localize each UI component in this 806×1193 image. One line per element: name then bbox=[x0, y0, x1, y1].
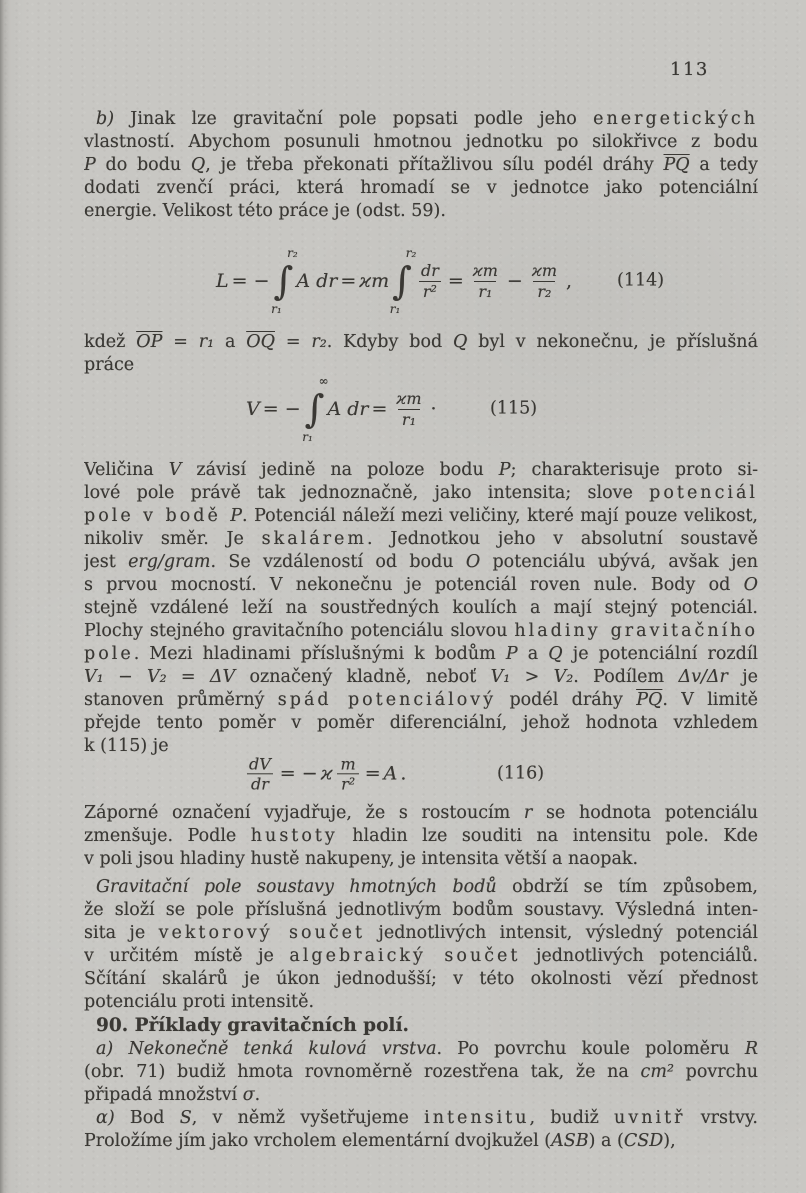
text-segment: stejně vzdálené leží na soustředných koulích a mají stejný potenciál. bbox=[84, 598, 758, 618]
text-segment: . Kdyby bod bbox=[326, 332, 454, 352]
fraction bbox=[337, 754, 360, 793]
text-segment: Proložíme jím jako vrcholem elementární dvojkužel ( bbox=[84, 1131, 552, 1151]
text-segment: . Potenciál náleží mezi veličiny, které mají pouze velikost, bbox=[242, 506, 758, 526]
integral-upper-limit: ∞ bbox=[318, 374, 329, 388]
text-segment: ; charakterisuje proto si- bbox=[510, 460, 758, 480]
text-line bbox=[84, 899, 758, 922]
text-segment: hladiny gravitačního bbox=[514, 621, 758, 641]
text-segment: v poli jsou hladiny hustě nakupeny, je intensita větší a naopak. bbox=[84, 849, 639, 869]
text-segment: Gravitační pole soustavy hmotných bodů bbox=[96, 877, 497, 897]
text-segment: Q bbox=[453, 332, 468, 352]
text-line bbox=[84, 482, 758, 505]
text-segment: hladin lze souditi na intensitu pole. Kde bbox=[337, 826, 758, 846]
display-equation bbox=[84, 237, 758, 325]
text-line bbox=[84, 922, 758, 945]
text-segment: k (115) je bbox=[84, 736, 169, 756]
text-segment: algebraický součet bbox=[289, 946, 521, 966]
text-segment: sita je bbox=[84, 923, 159, 943]
text-segment: práce bbox=[84, 355, 135, 375]
text-segment: P bbox=[505, 644, 518, 664]
text-segment: Q bbox=[548, 644, 563, 664]
text-segment: stanoven průměrný bbox=[84, 690, 278, 710]
text-segment: podél dráhy bbox=[496, 690, 637, 710]
text-segment: do bodu bbox=[95, 155, 191, 175]
text-segment: pole v bodě bbox=[84, 506, 231, 526]
text-segment: , budiž bbox=[529, 1108, 615, 1128]
integral-lower-limit: r₁ bbox=[302, 430, 313, 444]
text-segment: r₁ bbox=[198, 332, 215, 352]
text-line bbox=[84, 574, 758, 597]
equation-body bbox=[242, 754, 408, 793]
text-segment: Sčítání skalárů je úkon jednodušší; v této okolnosti vězí přednost bbox=[84, 969, 758, 989]
text-line bbox=[84, 551, 758, 574]
text-segment: R bbox=[744, 1039, 758, 1059]
text-segment: , v němž vyšetřujeme bbox=[191, 1108, 425, 1128]
text-line bbox=[84, 177, 758, 200]
text-segment: Záporné označení vyjadřuje, že s rostoucím bbox=[84, 803, 524, 823]
fraction bbox=[469, 261, 502, 300]
math-variable: ϰm bbox=[359, 269, 390, 292]
math-operator: = − bbox=[262, 397, 301, 420]
display-equation bbox=[84, 750, 758, 798]
text-segment: se hodnota potenciálu bbox=[532, 803, 758, 823]
page-number: 113 bbox=[670, 59, 709, 80]
text-segment: b) bbox=[96, 109, 115, 129]
integral-upper-limit: r₂ bbox=[287, 246, 298, 260]
text-segment: = bbox=[274, 332, 312, 352]
text-line bbox=[84, 459, 758, 482]
text-segment bbox=[113, 1039, 128, 1059]
math-operator: = − bbox=[231, 269, 270, 292]
equation-number: (116) bbox=[497, 763, 545, 784]
paragraph bbox=[84, 1107, 758, 1153]
math-operator: = bbox=[371, 397, 388, 420]
text-segment: . Podílem bbox=[573, 667, 679, 687]
integral-sign: ∫ bbox=[273, 259, 294, 303]
text-segment: S bbox=[179, 1108, 192, 1128]
text-segment: potenciálu proti intensitě. bbox=[84, 992, 315, 1012]
integral bbox=[389, 246, 417, 316]
text-line bbox=[84, 643, 758, 666]
text-line bbox=[84, 108, 758, 131]
text-segment: s prvou mocností. V nekonečnu je potenciál roven nule. Body od bbox=[84, 575, 744, 595]
text-line bbox=[84, 620, 758, 643]
text-segment: , je třeba překonati přítažlivou sílu podél dráhy bbox=[205, 155, 664, 175]
text-line bbox=[84, 200, 758, 223]
text-line bbox=[84, 154, 758, 177]
text-segment: připadá množství bbox=[84, 1085, 243, 1105]
text-segment: erg/gram bbox=[128, 552, 211, 572]
text-line bbox=[84, 1038, 758, 1061]
text-segment: r bbox=[523, 803, 533, 823]
math-operator: , bbox=[566, 269, 573, 292]
math-variable: L bbox=[216, 269, 229, 292]
text-segment: vrstvy. bbox=[685, 1108, 758, 1128]
fraction-denominator: dr bbox=[247, 774, 273, 794]
fraction-numerator: ϰm bbox=[531, 261, 557, 281]
equation-number: (114) bbox=[617, 270, 665, 291]
text-segment: V₁ − V₂ = ΔV bbox=[84, 667, 236, 687]
text-segment: V bbox=[168, 460, 182, 480]
text-segment: kdež bbox=[84, 332, 137, 352]
text-line bbox=[84, 968, 758, 991]
text-line bbox=[84, 712, 758, 735]
section-heading: 90. Příklady gravitačních polí. bbox=[96, 1015, 409, 1036]
text-segment: jest bbox=[84, 552, 129, 572]
text-segment: jednotlivých intensit, výsledný potenciál bbox=[365, 923, 758, 943]
text-segment: zmenšuje. Podle bbox=[84, 826, 251, 846]
text-segment: potenciál bbox=[649, 483, 758, 503]
text-line bbox=[84, 528, 758, 551]
integral-sign: ∫ bbox=[304, 387, 325, 431]
text-segment: . Po povrchu koule poloměru bbox=[436, 1039, 745, 1059]
fraction-numerator: dV bbox=[249, 754, 271, 774]
text-segment: pole bbox=[84, 644, 134, 664]
fraction-numerator: ϰm bbox=[472, 261, 498, 281]
text-segment: uvnitř bbox=[614, 1108, 686, 1128]
paragraph bbox=[84, 108, 758, 223]
text-line bbox=[84, 505, 758, 528]
text-segment: Q bbox=[190, 155, 206, 175]
text-segment: potenciálu ubývá, avšak jen bbox=[480, 552, 758, 572]
text-segment: energie. Velikost této práce je (odst. 59). bbox=[84, 201, 446, 221]
text-segment: povrchu bbox=[673, 1062, 758, 1082]
fraction bbox=[392, 389, 425, 428]
text-segment: V₁ > V₂ bbox=[490, 667, 574, 687]
text-segment: jednotlivých potenciálů. bbox=[520, 946, 758, 966]
text-segment: označený kladně, neboť bbox=[235, 667, 491, 687]
text-line bbox=[84, 1107, 758, 1130]
text-segment: . bbox=[254, 1085, 261, 1105]
text-segment: v určitém místě je bbox=[84, 946, 290, 966]
math-variable: A dr bbox=[327, 397, 369, 420]
fraction-denominator: r² bbox=[419, 281, 441, 301]
text-line bbox=[84, 597, 758, 620]
text-segment: lové pole právě tak jednoznačně, jako intensita; slove bbox=[84, 483, 650, 503]
text-segment: α) bbox=[96, 1108, 115, 1128]
paragraph bbox=[84, 876, 758, 1014]
text-line bbox=[84, 945, 758, 968]
fraction-numerator: ϰm bbox=[396, 389, 422, 409]
text-line bbox=[84, 689, 758, 712]
math-operator: · bbox=[430, 397, 437, 420]
text-segment: a) bbox=[96, 1039, 114, 1059]
integral-lower-limit: r₁ bbox=[389, 302, 401, 316]
fraction-denominator: r² bbox=[337, 774, 359, 794]
fraction bbox=[417, 261, 443, 300]
integral bbox=[271, 246, 298, 316]
text-segment: . Se vzdáleností od bodu bbox=[210, 552, 466, 572]
text-segment: ) a ( bbox=[588, 1131, 624, 1151]
display-equation bbox=[84, 371, 758, 447]
text-segment: O bbox=[743, 575, 758, 595]
text-segment: r₂ bbox=[311, 332, 327, 352]
text-segment: hustoty bbox=[250, 826, 338, 846]
equation-body bbox=[215, 247, 574, 315]
page-text bbox=[84, 108, 758, 1153]
text-line bbox=[84, 131, 758, 154]
paragraph bbox=[84, 459, 758, 758]
text-segment: a tedy bbox=[689, 155, 758, 175]
text-segment: přejde tento poměr v poměr diferenciální, jehož hodnota vzhledem bbox=[84, 713, 758, 733]
text-line bbox=[84, 1084, 758, 1107]
text-segment: nikoliv směr. Je bbox=[84, 529, 262, 549]
text-segment: Bod bbox=[114, 1108, 180, 1128]
text-segment: . Mezi hladinami příslušnými k bodům bbox=[133, 644, 506, 664]
text-segment: je potenciální rozdíl bbox=[562, 644, 758, 664]
overline-math: $\overline{OQ}$ bbox=[246, 332, 275, 352]
math-operator: = − bbox=[279, 762, 318, 785]
text-segment: . Jednotkou jeho v absolutní soustavě bbox=[367, 529, 758, 549]
text-segment: . V limitě bbox=[662, 690, 758, 710]
text-segment: = bbox=[162, 332, 199, 352]
math-variable: V bbox=[246, 397, 260, 420]
text-segment: že složí se pole příslušná jednotlivým bodům soustavy. Výsledná inten- bbox=[84, 900, 758, 920]
text-segment: Veličina bbox=[84, 460, 169, 480]
text-segment: závisí jedině na poloze bodu bbox=[181, 460, 499, 480]
text-segment: Nekonečně tenká kulová vrstva bbox=[128, 1039, 437, 1059]
paragraph bbox=[84, 1038, 758, 1107]
fraction-numerator: dr bbox=[420, 261, 439, 281]
text-segment: vektorový součet bbox=[158, 923, 366, 943]
text-segment: Δv/Δr bbox=[678, 667, 728, 687]
text-line bbox=[84, 802, 758, 825]
text-segment: P bbox=[498, 460, 511, 480]
overline-math: $\overline{PQ}$ bbox=[663, 155, 690, 175]
text-segment: CSD bbox=[623, 1131, 664, 1151]
text-line bbox=[84, 1061, 758, 1084]
text-segment: P bbox=[230, 506, 243, 526]
math-operator: = bbox=[447, 269, 464, 292]
text-line bbox=[84, 991, 758, 1014]
integral-sign: ∫ bbox=[392, 259, 412, 303]
math-operator: = bbox=[364, 762, 381, 785]
text-line bbox=[84, 1130, 758, 1153]
text-segment: P bbox=[84, 155, 96, 175]
text-line bbox=[84, 825, 758, 848]
fraction bbox=[528, 261, 561, 300]
text-segment: Plochy stejného gravitačního potenciálu slovou bbox=[84, 621, 515, 641]
text-segment: a bbox=[517, 644, 549, 664]
fraction-denominator: r₁ bbox=[474, 281, 496, 301]
fraction-numerator: m bbox=[340, 754, 356, 774]
text-segment: a bbox=[214, 332, 247, 352]
text-line bbox=[84, 848, 758, 871]
text-segment: vlastností. Abychom posunuli hmotnou jednotku po silokřivce z bodu bbox=[84, 132, 758, 152]
text-segment: byl v nekonečnu, je příslušná bbox=[467, 332, 758, 352]
text-segment: intensitu bbox=[424, 1108, 530, 1128]
overline-math: $\overline{OP}$ bbox=[136, 332, 163, 352]
equation-number: (115) bbox=[490, 398, 538, 419]
text-line bbox=[84, 666, 758, 689]
paragraph bbox=[84, 802, 758, 871]
equation-body bbox=[245, 375, 439, 443]
text-segment: cm² bbox=[640, 1062, 674, 1082]
text-segment: dodati zvenčí práci, která hromadí se v jednotce jako potenciální bbox=[84, 178, 758, 198]
text-line bbox=[84, 331, 758, 354]
text-line bbox=[84, 876, 758, 899]
text-segment: skalárem bbox=[261, 529, 368, 549]
text-segment: energetických bbox=[593, 109, 758, 129]
text-segment: obdrží se tím způsobem, bbox=[496, 877, 758, 897]
text-segment: Jinak lze gravitační pole popsati podle jeho bbox=[114, 109, 594, 129]
text-segment: O bbox=[465, 552, 481, 572]
text-segment: (obr. 71) budiž hmota rovnoměrně rozestřena tak, že na bbox=[84, 1062, 641, 1082]
math-operator: = bbox=[340, 269, 357, 292]
text-segment: spád potenciálový bbox=[277, 690, 497, 710]
math-operator: . bbox=[400, 762, 407, 785]
text-segment: σ bbox=[242, 1085, 255, 1105]
integral-lower-limit: r₁ bbox=[271, 302, 282, 316]
integral bbox=[302, 374, 329, 444]
math-variable: A dr bbox=[296, 269, 338, 292]
fraction bbox=[245, 754, 275, 793]
text-segment: ), bbox=[663, 1131, 676, 1151]
integral-upper-limit: r₂ bbox=[405, 246, 417, 260]
text-segment: ASB bbox=[551, 1131, 589, 1151]
fraction-denominator: r₁ bbox=[398, 409, 420, 429]
fraction-denominator: r₂ bbox=[533, 281, 555, 301]
overline-math: $\overline{PQ}$ bbox=[636, 690, 663, 710]
text-segment: je bbox=[727, 667, 758, 687]
math-operator: − bbox=[506, 269, 523, 292]
math-variable: ϰ bbox=[320, 762, 333, 785]
math-variable: A bbox=[383, 762, 398, 785]
